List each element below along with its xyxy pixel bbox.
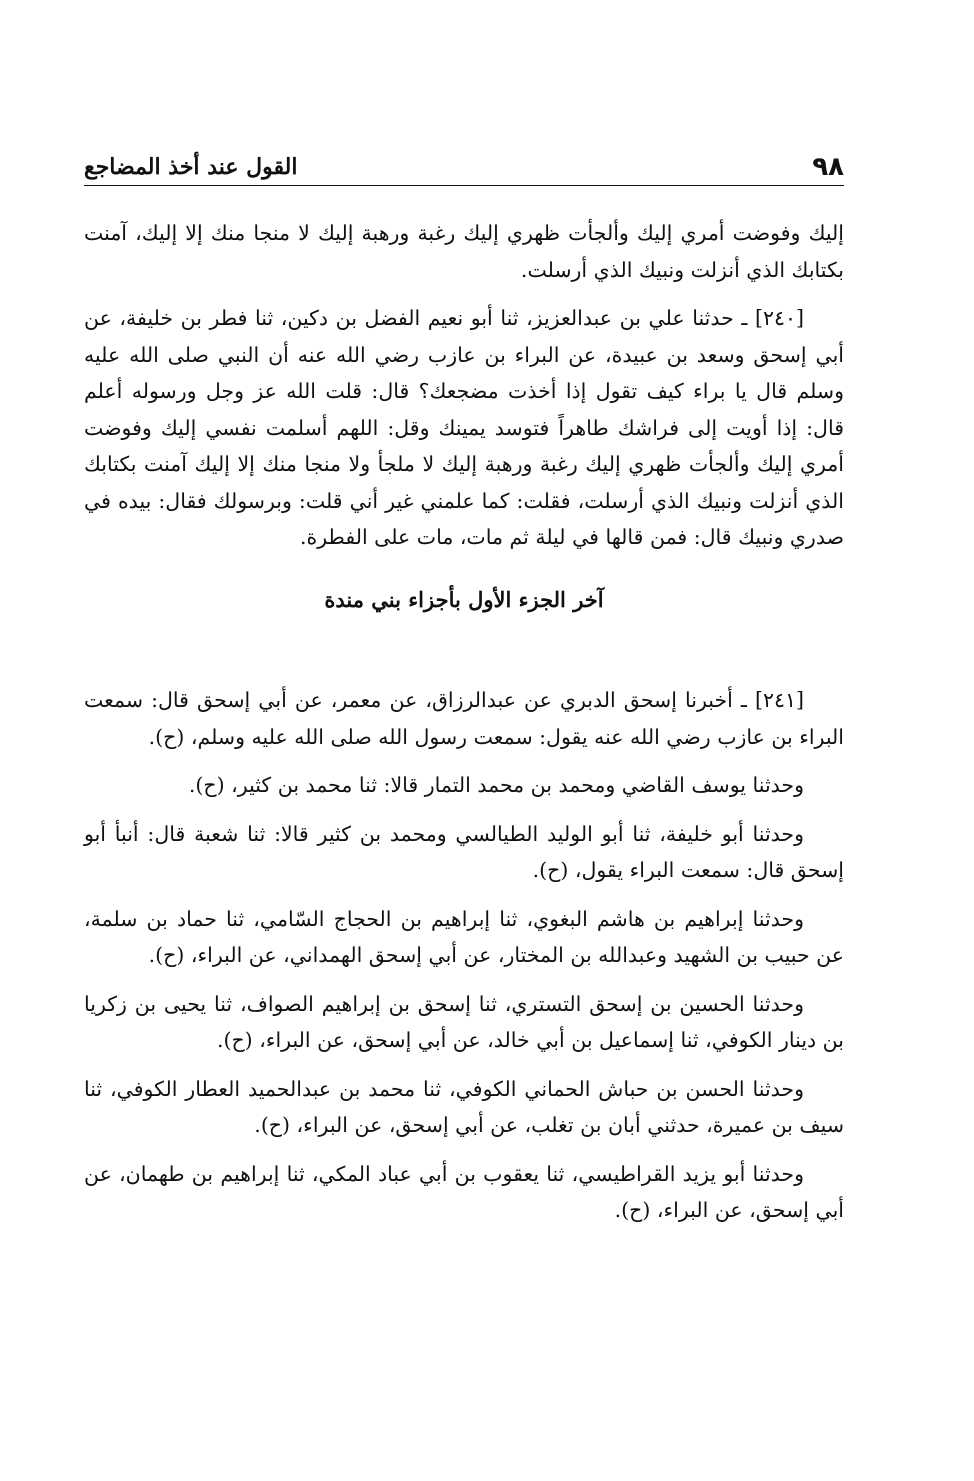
chain-paragraph-3: وحدثنا إبراهيم بن هاشم البغوي، ثنا إبراهيم بن الحجاج السّامي، ثنا حماد بن سلمة، عن حبيب بن الشهيد وعبدالله بن المختار، عن أبي إسحق الهمداني، عن البراء، (ح). bbox=[84, 906, 844, 967]
chain-paragraph-2: وحدثنا أبو خليفة، ثنا أبو الوليد الطيالسي ومحمد بن كثير قالا: ثنا شعبة قال: أنبأ أبو إسحق قال: سمعت البراء يقول، (ح). bbox=[84, 821, 844, 882]
running-title: القول عند أخذ المضاجع bbox=[84, 154, 298, 180]
page-number: ٩٨ bbox=[812, 152, 844, 182]
hadith-241: [٢٤١] ـ أخبرنا إسحق الدبري عن عبدالرزاق، عن معمر، عن أبي إسحق قال: سمعت البراء بن عازب رضي الله عنه يقول: سمعت رسول الله صلى الله عليه وسلم، (ح). bbox=[84, 688, 844, 749]
chain-paragraph-4: وحدثنا الحسين بن إسحق التستري، ثنا إسحق بن إبراهيم الصواف، ثنا يحيى بن زكريا بن دينار الكوفي، ثنا إسماعيل بن أبي خالد، عن أبي إسحق، عن البراء، (ح). bbox=[84, 991, 844, 1052]
chain-paragraph-1: وحدثنا يوسف القاضي ومحمد بن محمد التمار قالا: ثنا محمد بن كثير، (ح). bbox=[188, 773, 804, 797]
hadith-240: [٢٤٠] ـ حدثنا علي بن عبدالعزيز، ثنا أبو نعيم الفضل بن دكين، ثنا فطر بن خليفة، عن أبي إسحق وسعد بن عبيدة، عن البراء بن عازب رضي الله عنه أن النبي صلى الله عليه وسلم قال يا براء كيف تقول إذا أخذت مضجعك؟ قال: قلت الله عز وجل ورسوله أعلم قال: إذا أويت إلى فراشك طاهراً فتوسد يمينك وقل: اللهم أسلمت نفسي إليك وفوضت أمري إليك وألجأت ظهري إليك رغبة ورهبة إليك لا ملجأ ولا منجا منك إلا إليك آمنت بكتابك الذي أنزلت ونبيك الذي أرسلت، فقلت: كما علمني غير أني قلت: وبرسولك فقال: بيده في صدري ونبيك قال: فمن قالها في ليلة ثم مات، مات على الفطرة. bbox=[84, 306, 844, 549]
body-text bbox=[84, 215, 844, 1229]
running-header bbox=[84, 150, 844, 190]
section-title: آخر الجزء الأول بأجزاء بني مندة bbox=[324, 586, 604, 612]
header-divider bbox=[84, 185, 844, 186]
paragraph-continuation: إليك وفوضت أمري إليك وألجأت ظهري إليك رغبة ورهبة إليك لا منجا منك إلا إليك، آمنت بكتابك الذي أنزلت ونبيك الذي أرسلت. bbox=[84, 221, 844, 282]
chain-paragraph-6: وحدثنا أبو يزيد القراطيسي، ثنا يعقوب بن أبي عباد المكي، ثنا إبراهيم بن طهمان، عن أبي إسحق، عن البراء، (ح). bbox=[84, 1161, 844, 1222]
chain-paragraph-5: وحدثنا الحسن بن حباش الحماني الكوفي، ثنا محمد بن عبدالحميد العطار الكوفي، ثنا سيف بن عميرة، حدثني أبان بن تغلب، عن أبي إسحق، عن البراء، (ح). bbox=[84, 1076, 844, 1137]
